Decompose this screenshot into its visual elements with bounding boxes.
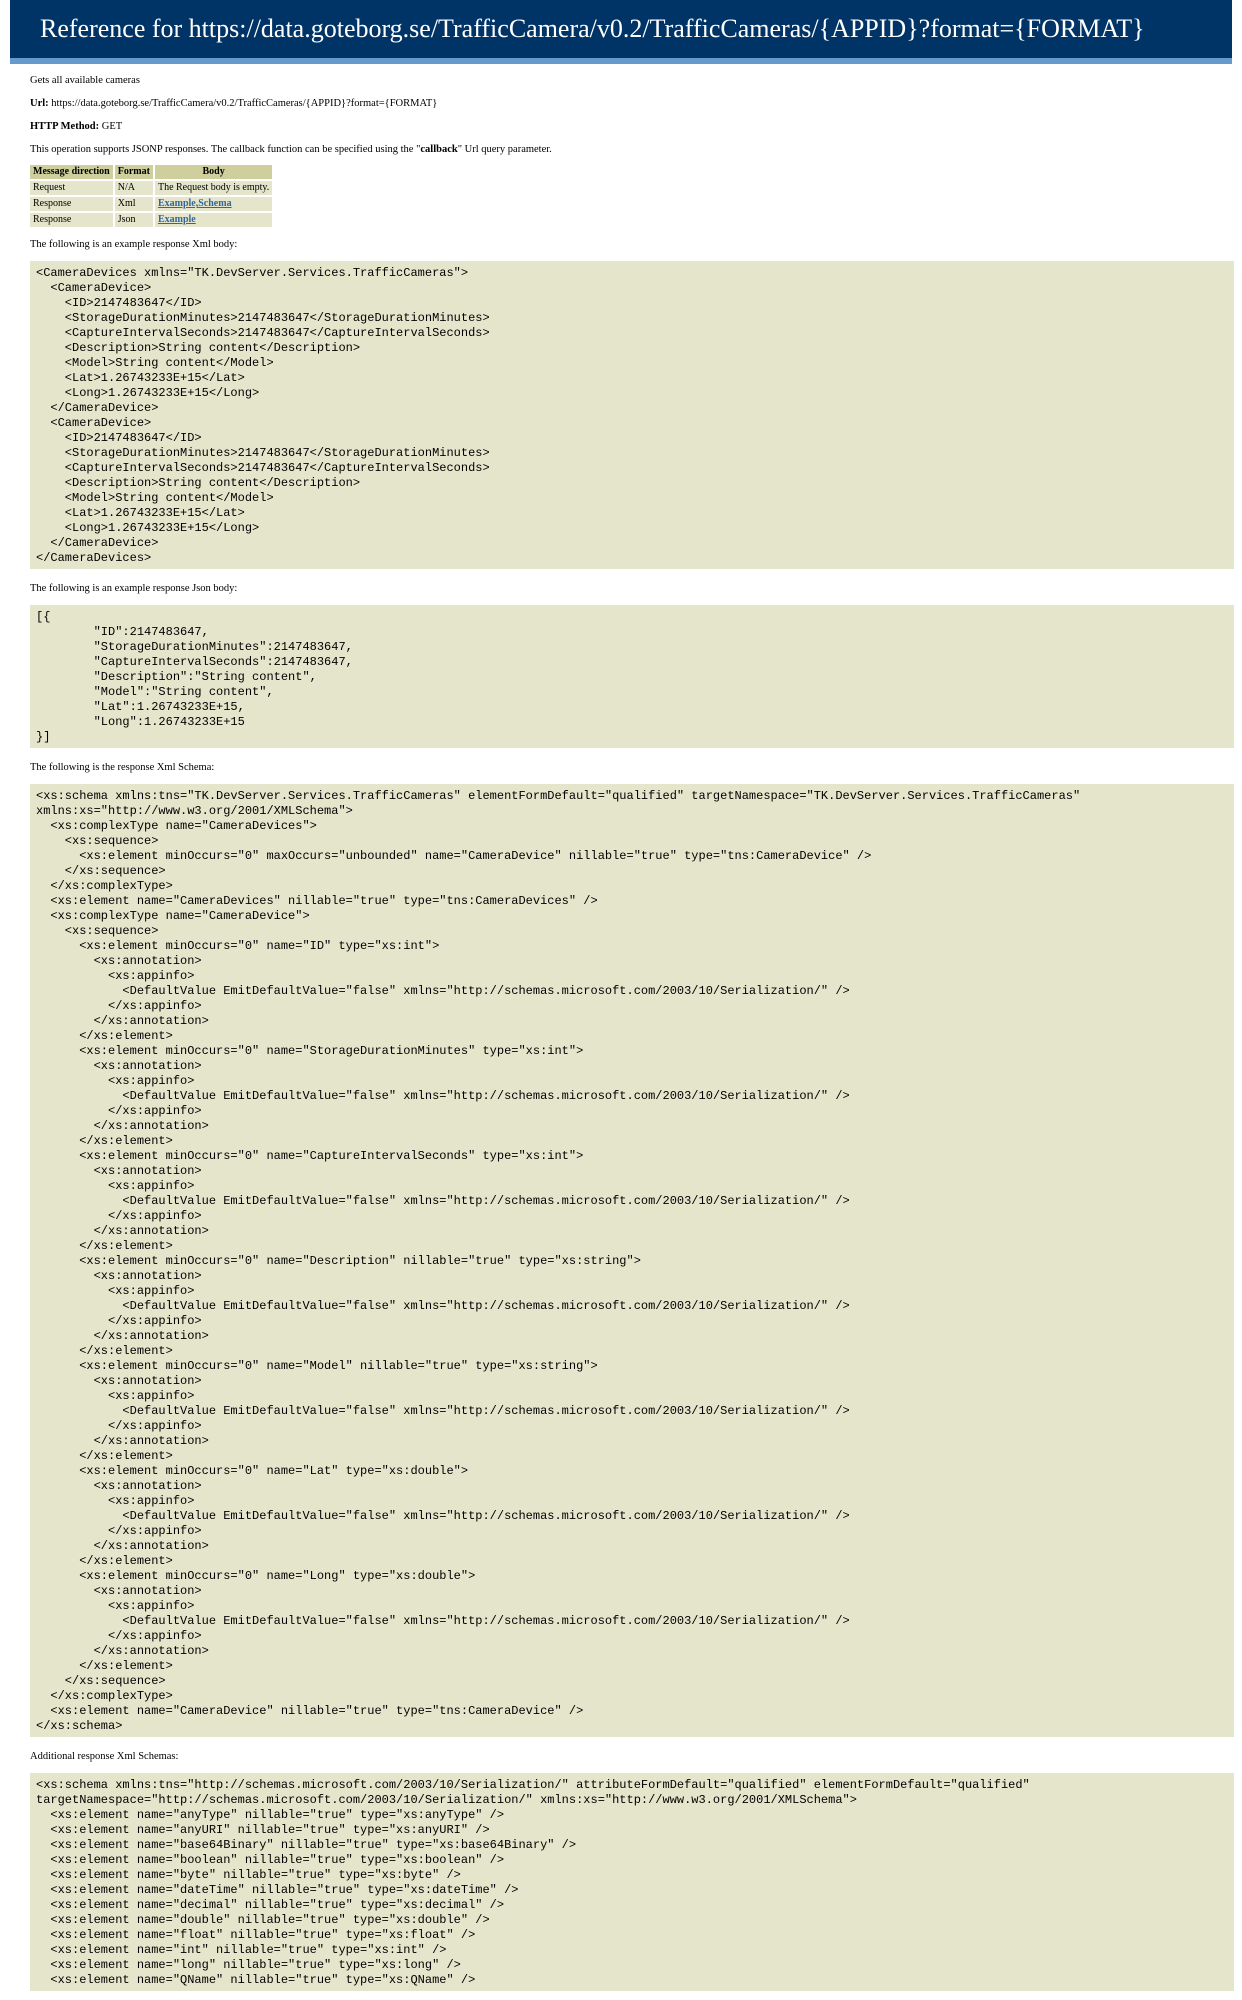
jsonp-note-after: " Url query parameter. [457, 144, 552, 155]
additional-schema-code: <xs:schema xmlns:tns="http://schemas.microsoft.com/2003/10/Serialization/" attributeFormDefault="qualified" elementFormDefault="qualified" targetNamespace="http://schemas.microsoft.com/2003/10/Serialization/" xmlns:xs="http://www.w3.org/2001/XMLSchema"> <xs:element name="anyType" nillable="true" type="xs:anyType" /> <xs:element name="anyURI" nillable="true" type="xs:anyURI" /> <xs:element name="base64Binary" nillable="true" type="xs:base64Binary" /> <xs:element name="boolean" nillable="true" type="xs:boolean" /> <xs:element name="byte" nillable="true" type="xs:byte" /> <xs:element name="dateTime" nillable="true" type="xs:dateTime" /> <xs:element name="decimal" nillable="true" type="xs:decimal" /> <xs:element name="double" nillable="true" type="xs:double" /> <xs:element name="float" nillable="true" type="xs:float" /> <xs:element name="int" nillable="true" type="xs:int" /> <xs:element name="long" nillable="true" type="xs:long" /> <xs:element name="QName" nillable="true" type="xs:QName" /> [30, 1773, 1234, 1991]
operation-description: Gets all available cameras [30, 75, 140, 86]
json-example-label: The following is an example response Json body: [30, 583, 238, 594]
xml-example-link[interactable]: Example, [157, 198, 199, 209]
json-example-link[interactable]: Example [157, 214, 196, 225]
column-header: Body [155, 165, 272, 179]
table-cell: N/A [115, 181, 153, 195]
http-method-value: GET [101, 121, 123, 132]
table-cell: Json [115, 213, 153, 227]
table-cell: Xml [115, 197, 153, 211]
page-title: Reference for https://data.goteborg.se/TrafficCamera/v0.2/TrafficCameras/{APPID}?format={FORMAT} [10, 0, 1232, 64]
json-example-code: [{ "ID":2147483647, "StorageDurationMinutes":2147483647, "CaptureIntervalSeconds":2147483647, "Description":"String content", "Model":"String content", "Lat":1.26743233E+15, "Long":1.26743233E+15 }] [30, 605, 1234, 748]
url-line [30, 97, 1234, 111]
table-cell [155, 213, 272, 227]
table-row [30, 197, 272, 211]
xml-schema-code: <xs:schema xmlns:tns="TK.DevServer.Services.TrafficCameras" elementFormDefault="qualified" targetNamespace="TK.DevServer.Services.TrafficCameras" xmlns:xs="http://www.w3.org/2001/XMLSchema"> <xs:complexType name="CameraDevices"> <xs:sequence> <xs:element minOccurs="0" maxOccurs="unbounded" name="CameraDevice" nillable="true" type="tns:CameraDevice" /> </xs:sequence> </xs:complexType> <xs:element name="CameraDevices" nillable="true" type="tns:CameraDevices" /> <xs:complexType name="CameraDevice"> <xs:sequence> <xs:element minOccurs="0" name="ID" type="xs:int"> <xs:annotation> <xs:appinfo> <DefaultValue EmitDefaultValue="false" xmlns="http://schemas.microsoft.com/2003/10/Serialization/" /> </xs:appinfo> </xs:annotation> </xs:element> <xs:element minOccurs="0" name="StorageDurationMinutes" type="xs:int"> <xs:annotation> <xs:appinfo> <DefaultValue EmitDefaultValue="false" xmlns="http://schemas.microsoft.com/2003/10/Serialization/" /> </xs:appinfo> </xs:annotation> </xs:element> <xs:element minOccurs="0" name="CaptureIntervalSeconds" type="xs:int"> <xs:annotation> <xs:appinfo> <DefaultValue EmitDefaultValue="false" xmlns="http://schemas.microsoft.com/2003/10/Serialization/" /> </xs:appinfo> </xs:annotation> </xs:element> <xs:element minOccurs="0" name="Description" nillable="true" type="xs:string"> <xs:annotation> <xs:appinfo> <DefaultValue EmitDefaultValue="false" xmlns="http://schemas.microsoft.com/2003/10/Serialization/" /> </xs:appinfo> </xs:annotation> </xs:element> <xs:element minOccurs="0" name="Model" nillable="true" type="xs:string"> <xs:annotation> <xs:appinfo> <DefaultValue EmitDefaultValue="false" xmlns="http://schemas.microsoft.com/2003/10/Serialization/" /> </xs:appinfo> </xs:annotation> </xs:element> <xs:element minOccurs="0" name="Lat" type="xs:double"> <xs:annotation> <xs:appinfo> <DefaultValue EmitDefaultValue="false" xmlns="http://schemas.microsoft.com/2003/10/Serialization/" /> </xs:appinfo> </xs:annotation> </xs:element> <xs:element minOccurs="0" name="Long" type="xs:double"> <xs:annotation> <xs:appinfo> <DefaultValue EmitDefaultValue="false" xmlns="http://schemas.microsoft.com/2003/10/Serialization/" /> </xs:appinfo> </xs:annotation> </xs:element> </xs:sequence> </xs:complexType> <xs:element name="CameraDevice" nillable="true" type="tns:CameraDevice" /> </xs:schema> [30, 784, 1234, 1737]
content [0, 74, 1234, 1991]
url-value: https://data.goteborg.se/TrafficCamera/v0.2/TrafficCameras/{APPID}?format={FORMAT} [51, 98, 438, 109]
table-cell: Response [30, 213, 113, 227]
http-method-line [30, 120, 1234, 134]
additional-schemas-label: Additional response Xml Schemas: [30, 1751, 179, 1762]
jsonp-note-before: This operation supports JSONP responses. The callback function can be specified using the " [30, 144, 421, 155]
column-header: Format [115, 165, 153, 179]
table-header-row [30, 165, 272, 179]
column-header: Message direction [30, 165, 113, 179]
table-row [30, 181, 272, 195]
xml-schema-link[interactable]: Schema [198, 198, 232, 209]
jsonp-note [30, 143, 1234, 157]
jsonp-callback-param: callback [420, 144, 458, 155]
xml-schema-label: The following is the response Xml Schema: [30, 762, 215, 773]
url-label: Url: [30, 98, 49, 109]
http-method-label: HTTP Method: [30, 121, 100, 132]
table-row [30, 213, 272, 227]
xml-example-code: <CameraDevices xmlns="TK.DevServer.Services.TrafficCameras"> <CameraDevice> <ID>2147483647</ID> <StorageDurationMinutes>2147483647</StorageDurationMinutes> <CaptureIntervalSeconds>2147483647</CaptureIntervalSeconds> <Description>String content</Description> <Model>String content</Model> <Lat>1.26743233E+15</Lat> <Long>1.26743233E+15</Long> </CameraDevice> <CameraDevice> <ID>2147483647</ID> <StorageDurationMinutes>2147483647</StorageDurationMinutes> <CaptureIntervalSeconds>2147483647</CaptureIntervalSeconds> <Description>String content</Description> <Model>String content</Model> <Lat>1.26743233E+15</Lat> <Long>1.26743233E+15</Long> </CameraDevice> </CameraDevices> [30, 261, 1234, 569]
table-cell: The Request body is empty. [155, 181, 272, 195]
table-cell: Request [30, 181, 113, 195]
table-cell [155, 197, 272, 211]
message-table [28, 163, 274, 229]
table-cell: Response [30, 197, 113, 211]
xml-example-label: The following is an example response Xml body: [30, 239, 238, 250]
